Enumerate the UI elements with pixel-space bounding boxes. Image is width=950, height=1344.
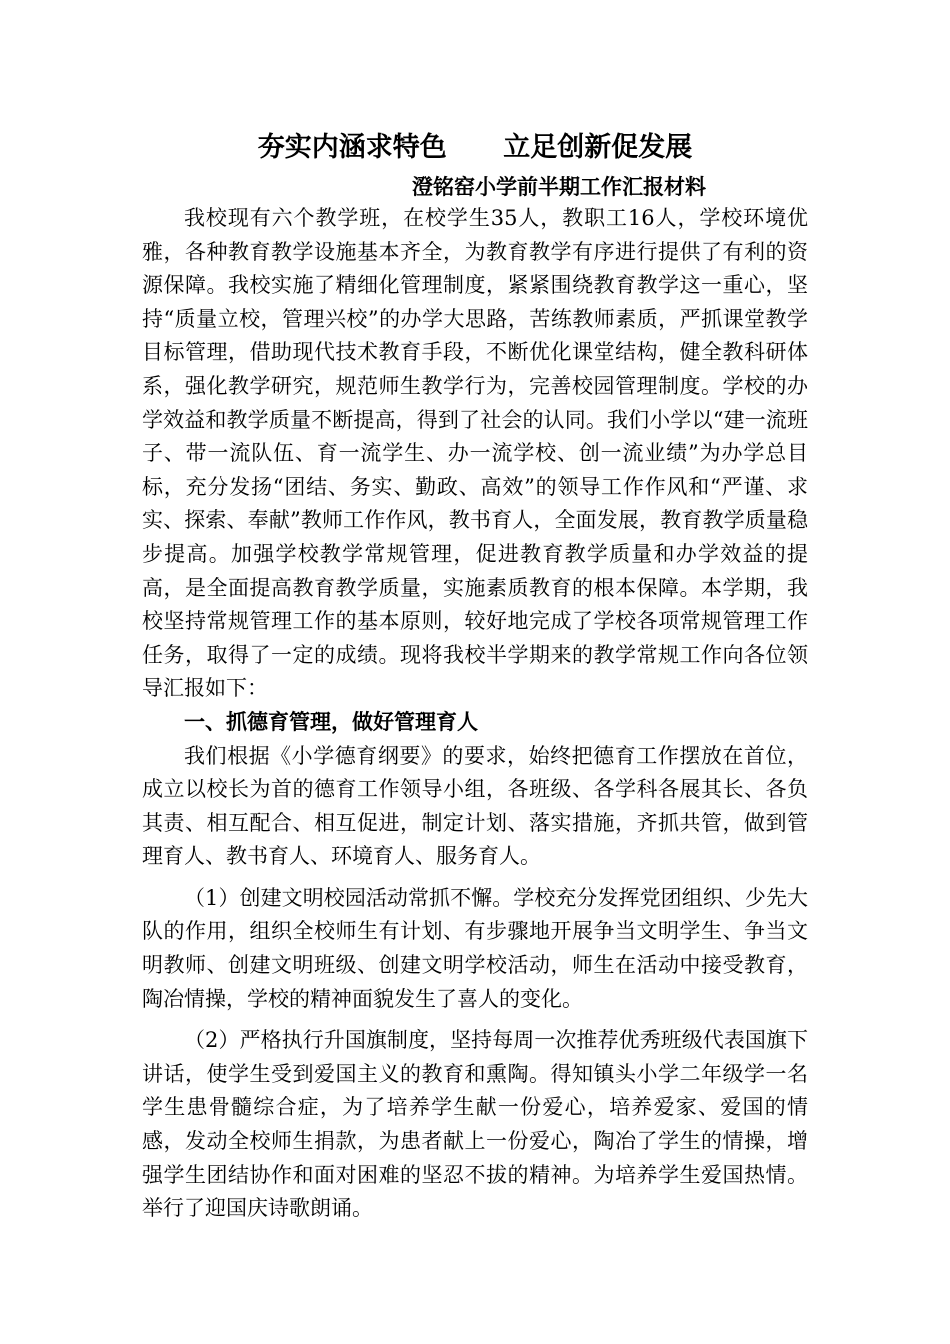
document-title: 夯实内涵求特色 立足创新促发展 [257,132,693,163]
intro-paragraph: 我校现有六个教学班，在校学生35人，教职工16人，学校环境优雅，各种教育教学设施基本齐全，为教育教学有序进行提供了有利的资源保障。我校实施了精细化管理制度，紧紧围绕教育教学这一重心，坚持“质量立校，管理兴校”的办学大思路，苦练教师素质，严抓课堂教学目标管理，借助现代技术教育手段，不断优化课堂结构，健全教科研体系，强化教学研究，规范师生教学行为，完善校园管理制度。学校的办学效益和教学质量不断提高，得到了社会的认同。我们小学以“建一流班子、带一流队伍、育一流学生、办一流学校、创一流业绩”为办学总目标，充分发扬“团结、务实、勤政、高效”的领导工作作风和“严谨、求实、探索、奉献”教师工作作风，教书育人，全面发展，教育教学质量稳步提高。加强学校教学常规管理，促进教育教学质量和办学效益的提高，是全面提高教育教学质量，实施素质教育的根本保障。本学期，我校坚持常规管理工作的基本原则，较好地完成了学校各项常规管理工作任务，取得了一定的成绩。现将我校半学期来的教学常规工作向各位领导汇报如下： [142,206,808,701]
list-item: （1）创建文明校园活动常抓不懈。学校充分发挥党团组织、少先大队的作用，组织全校师生有计划、有步骤地开展争当文明学生、争当文明教师、创建文明班级、创建文明学校活动，师生在活动中接受教育，陶冶情操，学校的精神面貌发生了喜人的变化。 [142,885,808,1011]
document-subtitle: 澄铭窑小学前半期工作汇报材料 [412,175,706,199]
list-item: （2）严格执行升国旗制度，坚持每周一次推荐优秀班级代表国旗下讲话，使学生受到爱国主义的教育和熏陶。得知镇头小学二年级学一名学生患骨髓综合症，为了培养学生献一份爱心，培养爱家、爱国的情感，发动全校师生捐款，为患者献上一份爱心，陶冶了学生的情操，增强学生团结协作和面对困难的坚忍不拔的精神。为培养学生爱国热情。举行了迎国庆诗歌朗诵。 [142,1028,808,1221]
document-body [142,202,808,1226]
section-paragraph: 我们根据《小学德育纲要》的要求，始终把德育工作摆放在首位，成立以校长为首的德育工作领导小组，各班级、各学科各展其长、各负其责、相互配合、相互促进，制定计划、落实措施，齐抓共管，做到管理育人、教书育人、环境育人、服务育人。 [142,743,808,869]
section-heading: 一、抓德育管理，做好管理育人 [184,709,478,734]
